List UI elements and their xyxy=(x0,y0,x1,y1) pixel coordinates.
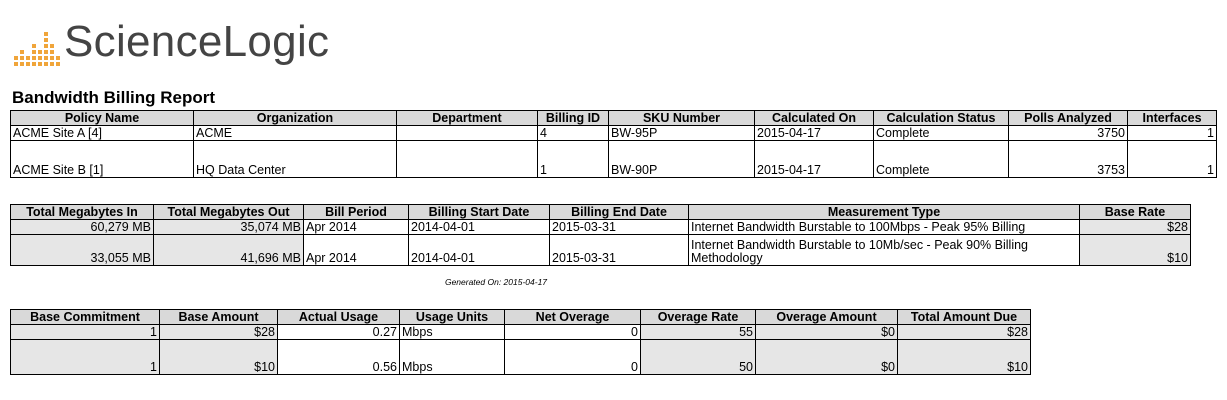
col-overage-rate: Overage Rate xyxy=(641,310,756,325)
table-row xyxy=(11,325,1031,340)
table-row xyxy=(11,340,1031,375)
col-base-commitment: Base Commitment xyxy=(11,310,160,325)
col-polls-analyzed: Polls Analyzed xyxy=(1009,111,1128,126)
calculation-status-cell: Complete xyxy=(874,126,1009,141)
col-billing-id: Billing ID xyxy=(538,111,609,126)
overage-rate-cell: 50 xyxy=(641,340,756,375)
interfaces-cell: 1 xyxy=(1128,141,1217,178)
polls-analyzed-cell: 3750 xyxy=(1009,126,1128,141)
megabytes-out-cell: 41,696 MB xyxy=(154,235,304,266)
report-title: Bandwidth Billing Report xyxy=(12,88,216,107)
col-interfaces: Interfaces xyxy=(1128,111,1217,126)
base-rate-cell: $10 xyxy=(1080,235,1191,266)
base-commitment-cell: 1 xyxy=(11,340,160,375)
total-amount-due-cell: $28 xyxy=(898,325,1031,340)
charges-table xyxy=(10,309,1031,375)
sciencelogic-logo xyxy=(14,6,329,66)
sku-number-cell: BW-90P xyxy=(609,141,755,178)
polls-analyzed-cell: 3753 xyxy=(1009,141,1128,178)
usage-table xyxy=(10,204,1191,266)
col-calculation-status: Calculation Status xyxy=(874,111,1009,126)
actual-usage-cell: 0.27 xyxy=(278,325,400,340)
col-policy-name: Policy Name xyxy=(11,111,194,126)
total-amount-due-cell: $10 xyxy=(898,340,1031,375)
billing-start-cell: 2014-04-01 xyxy=(409,235,550,266)
megabytes-in-cell: 33,055 MB xyxy=(11,235,154,266)
table-row xyxy=(11,220,1191,235)
overage-amount-cell: $0 xyxy=(756,340,898,375)
billing-end-cell: 2015-03-31 xyxy=(550,235,689,266)
calculation-status-cell: Complete xyxy=(874,141,1009,178)
col-total-amount-due: Total Amount Due xyxy=(898,310,1031,325)
sku-number-cell: BW-95P xyxy=(609,126,755,141)
col-bill-period: Bill Period xyxy=(304,205,409,220)
col-total-megabytes-in: Total Megabytes In xyxy=(11,205,154,220)
billing-end-cell: 2015-03-31 xyxy=(550,220,689,235)
col-usage-units: Usage Units xyxy=(400,310,505,325)
col-overage-amount: Overage Amount xyxy=(756,310,898,325)
charges-table-header xyxy=(11,310,1031,325)
billing-id-cell: 1 xyxy=(538,141,609,178)
measurement-type-cell: Internet Bandwidth Burstable to 10Mb/sec - Peak 90% Billing Methodology xyxy=(689,235,1080,266)
table-row xyxy=(11,126,1217,141)
col-net-overage: Net Overage xyxy=(505,310,641,325)
department-cell xyxy=(397,141,538,178)
col-billing-start-date: Billing Start Date xyxy=(409,205,550,220)
generated-on-note: Generated On: 2015-04-17 xyxy=(444,277,548,287)
department-cell xyxy=(397,126,538,141)
col-total-megabytes-out: Total Megabytes Out xyxy=(154,205,304,220)
usage-units-cell: Mbps xyxy=(400,325,505,340)
overage-amount-cell: $0 xyxy=(756,325,898,340)
organization-cell: ACME xyxy=(194,126,397,141)
overage-rate-cell: 55 xyxy=(641,325,756,340)
base-amount-cell: $10 xyxy=(160,340,278,375)
measurement-type-cell: Internet Bandwidth Burstable to 100Mbps - Peak 95% Billing xyxy=(689,220,1080,235)
megabytes-in-cell: 60,279 MB xyxy=(11,220,154,235)
policy-name-cell: ACME Site B [1] xyxy=(11,141,194,178)
megabytes-out-cell: 35,074 MB xyxy=(154,220,304,235)
policy-name-cell: ACME Site A [4] xyxy=(11,126,194,141)
interfaces-cell: 1 xyxy=(1128,126,1217,141)
billing-start-cell: 2014-04-01 xyxy=(409,220,550,235)
policy-table xyxy=(10,110,1217,178)
bill-period-cell: Apr 2014 xyxy=(304,235,409,266)
net-overage-cell: 0 xyxy=(505,325,641,340)
col-organization: Organization xyxy=(194,111,397,126)
base-commitment-cell: 1 xyxy=(11,325,160,340)
table-row xyxy=(11,141,1217,178)
logo-wordmark: ScienceLogic xyxy=(64,17,330,66)
col-department: Department xyxy=(397,111,538,126)
col-base-rate: Base Rate xyxy=(1080,205,1191,220)
billing-id-cell: 4 xyxy=(538,126,609,141)
base-amount-cell: $28 xyxy=(160,325,278,340)
actual-usage-cell: 0.56 xyxy=(278,340,400,375)
net-overage-cell: 0 xyxy=(505,340,641,375)
usage-table-header xyxy=(11,205,1191,220)
logo-bars-icon xyxy=(14,22,60,66)
col-actual-usage: Actual Usage xyxy=(278,310,400,325)
table-row xyxy=(11,235,1191,266)
policy-table-header xyxy=(11,111,1217,126)
usage-units-cell: Mbps xyxy=(400,340,505,375)
calculated-on-cell: 2015-04-17 xyxy=(755,126,874,141)
col-base-amount: Base Amount xyxy=(160,310,278,325)
col-sku-number: SKU Number xyxy=(609,111,755,126)
col-calculated-on: Calculated On xyxy=(755,111,874,126)
col-billing-end-date: Billing End Date xyxy=(550,205,689,220)
calculated-on-cell: 2015-04-17 xyxy=(755,141,874,178)
base-rate-cell: $28 xyxy=(1080,220,1191,235)
organization-cell: HQ Data Center xyxy=(194,141,397,178)
col-measurement-type: Measurement Type xyxy=(689,205,1080,220)
bill-period-cell: Apr 2014 xyxy=(304,220,409,235)
